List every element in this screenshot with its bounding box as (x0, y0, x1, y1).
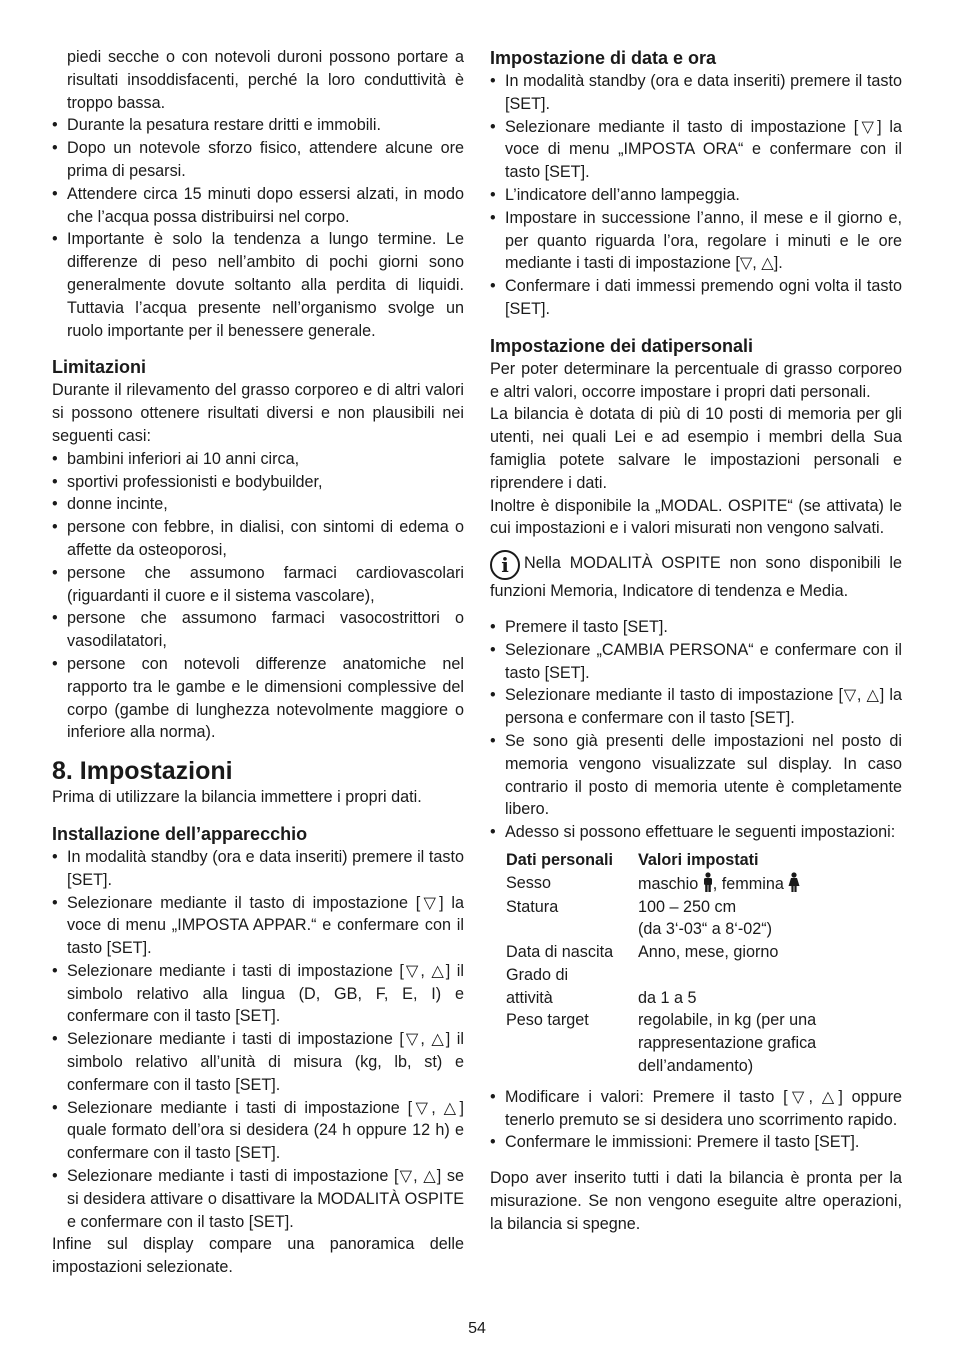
table-header-cell: Dati personali (506, 850, 614, 869)
info-icon: i (490, 550, 520, 580)
modifica-list (490, 1086, 902, 1154)
list-item: • Selezionare mediante il tasto di impostazione [▽] la voce di menu „IMPOSTA APPAR.“ e confermare con il tasto [SET]. (52, 892, 464, 960)
data-ora-heading: Impostazione di data e ora (490, 48, 717, 68)
list-item: • Selezionare mediante i tasti di impostazione [▽, △] il simbolo relativo all’unità di misura (kg, lb, st) e confermare con il tasto [SET]. (52, 1028, 464, 1096)
list-item: • persone che assumono farmaci cardiovascolari (riguardanti il cuore e il sistema vascolare), (52, 562, 464, 608)
info-text: Nella MODALITÀ OSPITE non sono disponibili le funzioni Memoria, Indicatore di tendenza e Media. (490, 554, 902, 601)
list-item: • Se sono già presenti delle impostazioni nel posto di memoria vengono visualizzate sul display. In caso contrario il posto di memoria utente è completamente libero. (490, 730, 902, 821)
table-row (506, 872, 816, 896)
table-row (506, 941, 816, 964)
list-item: • Selezionare mediante il tasto di impostazione [▽, △] la persona e confermare con il tasto [SET]. (490, 684, 902, 730)
installazione-heading: Installazione dell’apparecchio (52, 823, 308, 844)
list-item: • Dopo un notevole sforzo fisico, attendere alcune ore prima di pesarsi. (52, 137, 464, 183)
male-icon (703, 872, 713, 892)
section-title: 8. Impostazioni (52, 757, 233, 786)
table-cell: Data di nascita (506, 943, 614, 962)
dati-personali-p1: Per poter determinare la percentuale di grasso corporeo e altri valori, occorre impostare i propri dati personali. (490, 359, 902, 401)
table-cell (638, 964, 816, 1010)
list-item: • Selezionare „CAMBIA PERSONA“ e confermare con il tasto [SET]. (490, 639, 902, 685)
statura-value: 100 – 250 cm (638, 897, 737, 916)
installazione-list (52, 846, 464, 1234)
right-column (490, 46, 902, 1236)
page-number: 54 (468, 1320, 486, 1337)
list-item: • persone con notevoli differenze anatomiche nel rapporto tra le gambe e le dimensioni complessive del corpo (gambe di lunghezza notevolmente maggiore o inferiore alla norma). (52, 653, 464, 744)
table-cell (638, 872, 816, 896)
female-label: , femmina (712, 874, 784, 893)
table-row (506, 896, 816, 942)
list-item: • Durante la pesatura restare dritti e immobili. (52, 114, 464, 137)
personal-data-table (506, 849, 816, 1078)
list-item: • bambini inferiori ai 10 anni circa, (52, 448, 464, 471)
dati-personali-p2: La bilancia è dotata di più di 10 posti di memoria per gli utenti, nei quali Lei e ad esempio i membri della Sua famiglia potete salvare le impostazioni personali e riprendere i dati. (490, 405, 902, 492)
list-item: • persone che assumono farmaci vasocostrittori o vasodilatatori, (52, 607, 464, 653)
list-item: • In modalità standby (ora e data inseriti) premere il tasto [SET]. (52, 846, 464, 892)
table-header-row (506, 849, 816, 872)
dati-personali-p3: Inoltre è disponibile la „MODAL. OSPITE“ (se attivata) le cui impostazioni e i valori misurati non vengono salvati. (490, 496, 902, 538)
list-item: • Selezionare mediante i tasti di impostazione [▽, △] quale formato dell’ora si desidera (24 h oppure 12 h) e confermare con il tasto [SET]. (52, 1097, 464, 1165)
dati-personali-list (490, 616, 902, 844)
list-item: • Selezionare mediante il tasto di impostazione [▽] la voce di menu „IMPOSTA ORA“ e confermare con il tasto [SET]. (490, 116, 902, 184)
limitazioni-text: Durante il rilevamento del grasso corporeo e di altri valori si possono ottenere risultati diversi e non plausibili nei seguenti casi: (52, 381, 464, 445)
table-cell: Sesso (506, 873, 551, 892)
intro-continuation: piedi secche o con notevoli duroni possono portare a risultati insoddisfacenti, perché la loro conduttività è troppo bassa. (67, 48, 464, 112)
table-cell: Statura (506, 897, 559, 916)
limitazioni-heading: Limitazioni (52, 357, 146, 378)
table-row (506, 964, 816, 1010)
list-item: • Confermare i dati immessi premendo ogni volta il tasto [SET]. (490, 275, 902, 321)
table-row (506, 1009, 816, 1077)
list-item: • Selezionare mediante i tasti di impostazione [▽, △] il simbolo relativo alla lingua (D, GB, F, E, I) e confermare con il tasto [SET]. (52, 960, 464, 1028)
limitazioni-list (52, 448, 464, 744)
peso-value-line3: dell’andamento) (638, 1057, 754, 1076)
table-cell (638, 1009, 816, 1077)
male-label: maschio (638, 874, 699, 893)
list-item: • Attendere circa 15 minuti dopo essersi alzati, in modo che l’acqua possa distribuirsi nel corpo. (52, 183, 464, 229)
table-cell (638, 896, 816, 942)
statura-value-imperial: (da 3‘-03“ a 8‘-02“) (638, 920, 773, 939)
intro-bullet-list (52, 114, 464, 342)
list-item: • Confermare le immissioni: Premere il tasto [SET]. (490, 1131, 902, 1154)
table-header-cell: Valori impostati (638, 850, 759, 869)
female-icon (788, 872, 800, 892)
dati-personali-heading: Impostazione dei datipersonali (490, 335, 754, 356)
list-item: • donne incinte, (52, 493, 464, 516)
list-item: • L’indicatore dell’anno lampeggia. (490, 184, 902, 207)
list-item: • Impostare in successione l’anno, il mese e il giorno e, per quanto riguarda l’ora, regolare i minuti e le ore mediante i tasti di impostazione [▽, △]. (490, 207, 902, 275)
info-note (490, 550, 902, 603)
grado-label-line2: attività (506, 988, 553, 1007)
list-item: • Selezionare mediante i tasti di impostazione [▽, △] se si desidera attivare o disattivare la MODALITÀ OSPITE e confermare con il tasto [SET]. (52, 1165, 464, 1233)
data-ora-list (490, 70, 902, 321)
list-item: • sportivi professionisti e bodybuilder, (52, 471, 464, 494)
list-item: • Modificare i valori: Premere il tasto [▽, △] oppure tenerlo premuto se si desidera uno scorrimento rapido. (490, 1086, 902, 1132)
peso-value-line1: regolabile, in kg (per una (638, 1011, 817, 1030)
impostazioni-text: Prima di utilizzare la bilancia immettere i propri dati. (52, 788, 422, 807)
list-item: • Adesso si possono effettuare le seguenti impostazioni: (490, 821, 902, 844)
table-cell (506, 964, 638, 1010)
list-item: • Importante è solo la tendenza a lungo termine. Le differenze di peso nell’ambito di pochi giorni sono generalmente dovute soltanto alla perdita di liquidi. Tuttavia l’acqua presente nell’organismo svolge un ruolo importante per il benessere generale. (52, 228, 464, 342)
table-cell: Peso target (506, 1011, 589, 1030)
grado-label-line1: Grado di (506, 965, 569, 984)
installazione-closing: Infine sul display compare una panoramica delle impostazioni selezionate. (52, 1235, 464, 1277)
list-item: • In modalità standby (ora e data inseriti) premere il tasto [SET]. (490, 70, 902, 116)
list-item: • Premere il tasto [SET]. (490, 616, 902, 639)
list-item: • persone con febbre, in dialisi, con sintomi di edema o affette da osteoporosi, (52, 516, 464, 562)
left-column (52, 46, 464, 1279)
peso-value-line2: rappresentazione grafica (638, 1034, 817, 1053)
grado-value: da 1 a 5 (638, 988, 697, 1007)
table-cell: Anno, mese, giorno (638, 943, 779, 962)
dati-personali-closing: Dopo aver inserito tutti i dati la bilancia è pronta per la misurazione. Se non vengono eseguite altre operazioni, la bilancia si spegne. (490, 1169, 902, 1233)
